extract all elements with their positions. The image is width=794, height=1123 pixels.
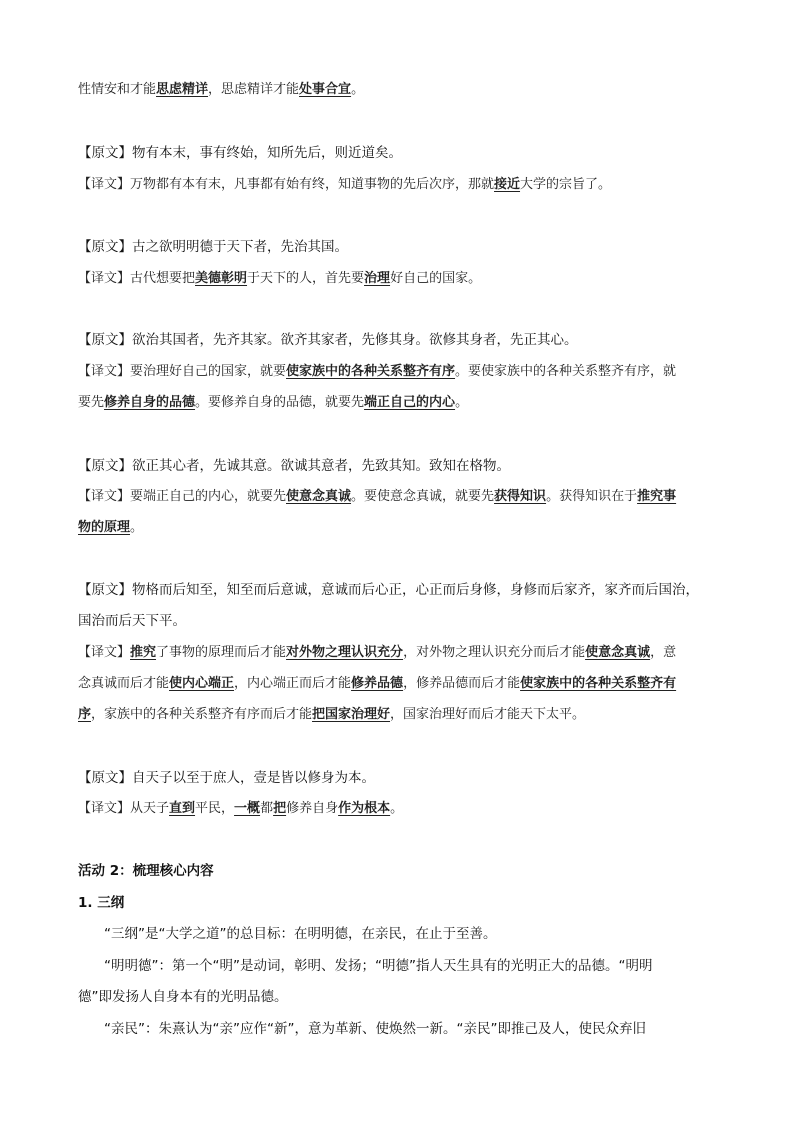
original-text: 【原文】欲正其心者，先诚其意。欲诚其意者，先致其知。致知在格物。 bbox=[78, 458, 510, 474]
original-text: 【原文】自天子以至于庶人，壹是皆以修身为本。 bbox=[78, 770, 375, 786]
translation-line: 性情安和才能思虑精详，思虑精详才能处事合宜。 bbox=[78, 82, 365, 97]
translation-line: 【译文】推究了事物的原理而后才能对外物之理认识充分，对外物之理认识充分而后才能使意念真诚，意 bbox=[78, 645, 677, 660]
body-paragraph: “明明德”：第一个“明”是动词，彰明、发扬；“明德”指人天生具有的光明正大的品德。“明明 bbox=[104, 958, 653, 974]
translation-line: 【译文】从天子直到平民，一概都把修养自身作为根本。 bbox=[78, 801, 404, 816]
translation-line: 【译文】万物都有本有末，凡事都有始有终，知道事物的先后次序，那就接近大学的宗旨了。 bbox=[78, 177, 612, 192]
original-text: 【原文】古之欲明明德于天下者，先治其国。 bbox=[78, 239, 348, 255]
translation-line: 【译文】要端正自己的内心，就要先使意念真诚。要使意念真诚，就要先获得知识。获得知识在于推究事 bbox=[78, 489, 677, 504]
original-text: 【原文】物格而后知至，知至而后意诚，意诚而后心正，心正而后身修，身修而后家齐，家齐而后国治， bbox=[78, 582, 699, 598]
section-heading: 活动 2：梳理核心内容 bbox=[78, 863, 214, 879]
body-paragraph: “亲民”：朱熹认为“亲”应作“新”，意为革新、使焕然一新。“亲民”即推己及人，使民众弃旧 bbox=[104, 1021, 646, 1037]
original-text: 【原文】物有本末，事有终始，知所先后，则近道矣。 bbox=[78, 145, 402, 161]
translation-line: 【译文】要治理好自己的国家，就要使家族中的各种关系整齐有序。要使家族中的各种关系整齐有序，就 bbox=[78, 364, 677, 379]
body-paragraph: “三纲”是“大学之道”的总目标：在明明德，在亲民，在止于至善。 bbox=[104, 926, 497, 942]
translation-line: 序，家族中的各种关系整齐有序而后才能把国家治理好，国家治理好而后才能天下太平。 bbox=[78, 707, 586, 722]
body-paragraph: 德”即发扬人自身本有的光明品德。 bbox=[78, 989, 288, 1005]
translation-line: 物的原理。 bbox=[78, 520, 144, 535]
subsection-heading: 1. 三纲 bbox=[78, 895, 125, 911]
original-text: 【原文】欲治其国者，先齐其家。欲齐其家者，先修其身。欲修其身者，先正其心。 bbox=[78, 332, 578, 348]
translation-line: 【译文】古代想要把美德彰明于天下的人，首先要治理好自己的国家。 bbox=[78, 271, 482, 286]
translation-line: 要先修养自身的品德。要修养自身的品德，就要先端正自己的内心。 bbox=[78, 395, 469, 410]
original-text: 国治而后天下平。 bbox=[78, 613, 186, 629]
translation-line: 念真诚而后才能使内心端正，内心端正而后才能修养品德，修养品德而后才能使家族中的各种关系整齐有 bbox=[78, 676, 677, 691]
